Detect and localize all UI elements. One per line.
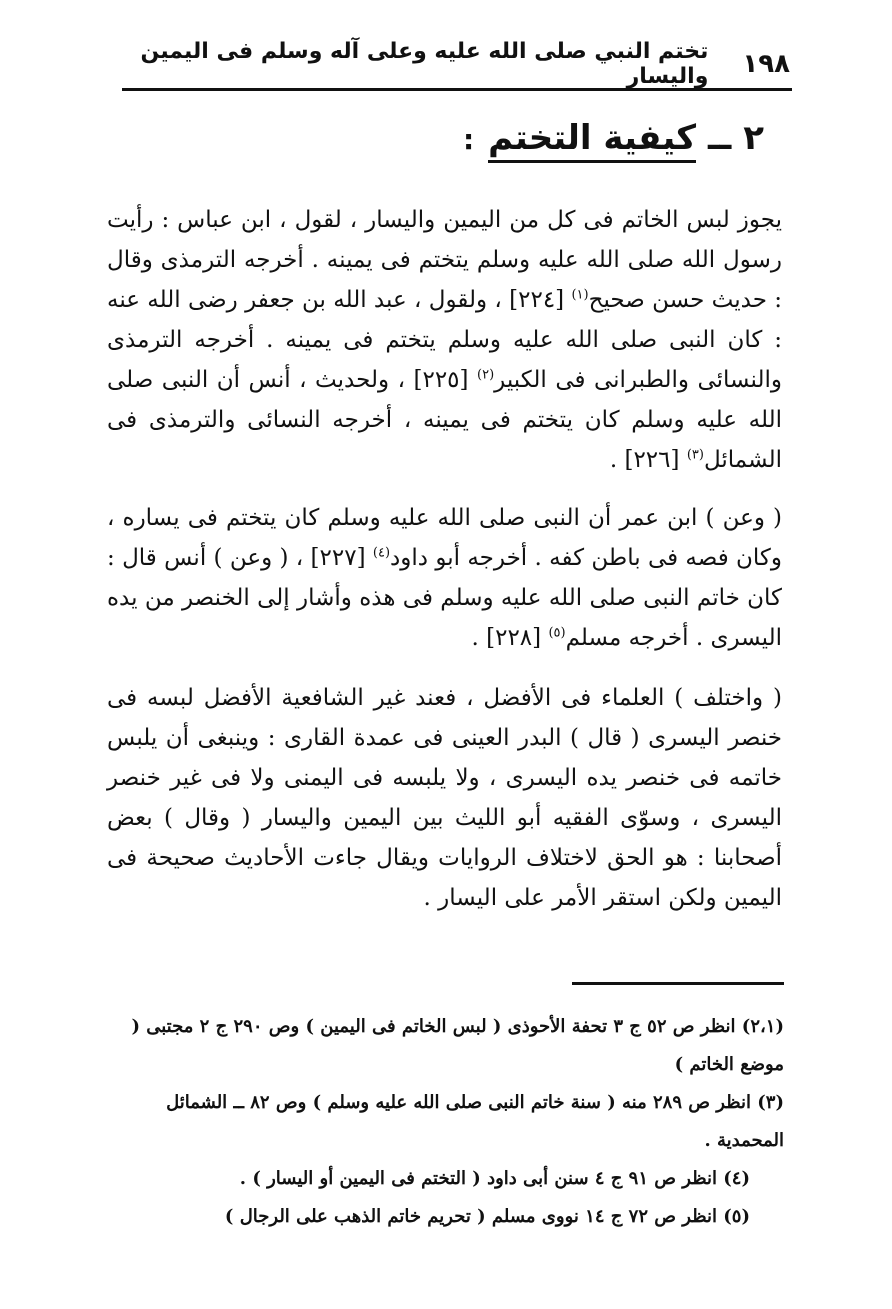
header-rule bbox=[122, 88, 792, 91]
section-dash: ــ bbox=[707, 118, 732, 158]
footnote-ref: (٥) bbox=[548, 625, 566, 641]
footnote-ref: (١) bbox=[571, 287, 589, 303]
footnotes bbox=[104, 1008, 784, 1236]
section-number: ٢ bbox=[743, 118, 764, 158]
footnote-ref: (٤) bbox=[372, 545, 391, 561]
footnote-ref: (٣) bbox=[686, 447, 704, 463]
footnote-3: (٤) انظر ص ٩١ ج ٤ سنن أبى داود ( التختم فى اليمين أو اليسار ) . bbox=[239, 1168, 750, 1189]
section-colon: : bbox=[462, 123, 475, 156]
footnote-1: (٢،١) انظر ص ٥٢ ج ٣ تحفة الأحوذى ( لبس الخاتم فى اليمين ) وص ٢٩٠ ج ٢ مجتبى ( موضع الخاتم ) bbox=[131, 1016, 784, 1075]
footnote-ref: (٢) bbox=[477, 367, 495, 383]
footnote-separator bbox=[572, 982, 784, 985]
footnote-4: (٥) انظر ص ٧٢ ج ١٤ نووى مسلم ( تحريم خاتم الذهب على الرجال ) bbox=[224, 1206, 750, 1227]
page-number: ١٩٨ bbox=[742, 49, 790, 79]
footnote-2: (٣) انظر ص ٢٨٩ منه ( سنة خاتم النبى صلى الله عليه وسلم ) وص ٨٢ ــ الشمائل المحمدية . bbox=[166, 1092, 784, 1151]
paragraph-3: ( واختلف ) العلماء فى الأفضل ، فعند غير الشافعية الأفضل لبسه فى خنصر اليسرى ( قال ) البدر العينى فى عمدة القارى : وينبغى أن يلبس خاتمه فى خنصر يده اليسرى ، ولا يلبسه فى اليمنى ولا فى غير خنصر اليسرى ، وسوّى الفقيه أبو الليث بين اليمين واليسار ( وقال ) بعض أصحابنا : هو الحق لاختلاف الروايات ويقال جاءت الأحاديث صحيحة فى اليمين ولكن استقر الأمر على اليسار . bbox=[107, 685, 782, 911]
paragraph-2: ( وعن ) ابن عمر أن النبى صلى الله عليه وسلم كان يتختم فى يساره ، وكان فصه فى باطن كفه . أخرجه أبو داود$^{(٤)}$ [٢٢٧] ، ( وعن ) أنس قال : كان خاتم النبى صلى الله عليه وسلم فى هذه وأشار إلى الخنصر من يده اليسرى . أخرجه مسلم$^{(٥)}$ [٢٢٨] . bbox=[107, 505, 782, 651]
running-title: تختم النبي صلى الله عليه وعلى آله وسلم فى اليمين واليسار bbox=[140, 39, 709, 89]
paragraph-1: يجوز لبس الخاتم فى كل من اليمين واليسار ، لقول ، ابن عباس : رأيت رسول الله صلى الله عليه وسلم يتختم فى يمينه . أخرجه الترمذى وقال : حديث حسن صحيح$^{(١)}$ [٢٢٤] ، ولقول ، عبد الله بن جعفر رضى الله عنه : كان النبى صلى الله عليه وسلم يتختم فى يمينه . أخرجه الترمذى والنسائى والطبرانى فى الكبير$^{(٢)}$ [٢٢٥] ، ولحديث ، أنس أن النبى صلى الله عليه وسلم كان يتختم فى يمينه ، أخرجه النسائى والترمذى فى الشمائل$^{(٣)}$ [٢٢٦] . bbox=[107, 207, 782, 473]
running-header bbox=[125, 39, 790, 89]
section-title: كيفية التختم bbox=[488, 118, 696, 163]
section-heading bbox=[463, 118, 764, 163]
